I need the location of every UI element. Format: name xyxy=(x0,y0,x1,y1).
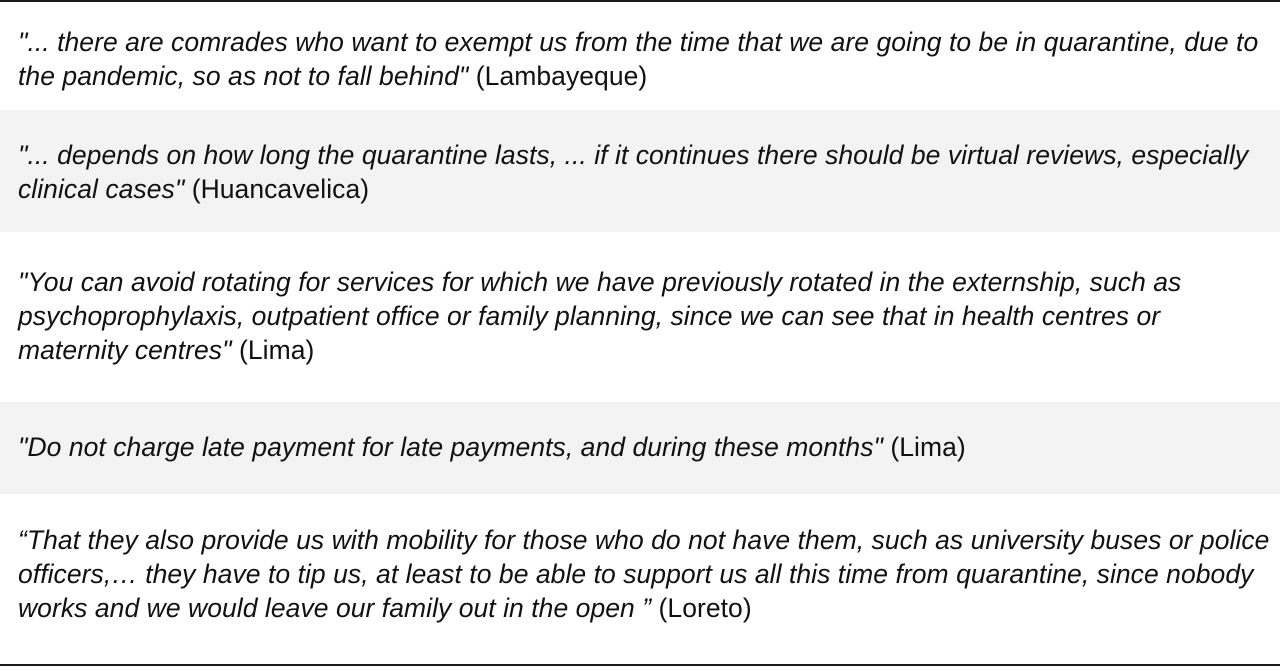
quote-location: (Lambayeque) xyxy=(475,61,648,91)
table-row xyxy=(0,110,1280,232)
table-row xyxy=(0,494,1280,664)
quote-cell xyxy=(18,523,1270,625)
quote-location: (Lima) xyxy=(238,335,315,365)
quote-text: "Do not charge late payment for late payments, and during these months" xyxy=(18,432,883,462)
quote-text: "... depends on how long the quarantine lasts, ... if it continues there should be virtual reviews, especially clinical cases" xyxy=(18,140,1249,204)
table-bottom-rule xyxy=(0,664,1280,666)
table-row xyxy=(0,402,1280,494)
table-row xyxy=(0,232,1280,402)
quote-location: (Loreto) xyxy=(658,593,752,623)
quote-location: (Lima) xyxy=(890,432,966,462)
quote-cell xyxy=(18,265,1270,367)
quote-text: “That they also provide us with mobility for those who do not have them, such as university buses or police officers,… they have to tip us, at least to be able to support us all this time from quarantine, since nobody works and we would leave our family out in the open ” xyxy=(18,525,1270,623)
table-row xyxy=(0,2,1280,110)
quote-text: "You can avoid rotating for services for which we have previously rotated in the externship, such as psychoprophylaxis, outpatient office or family planning, since we can see that in health centres or maternity centres" xyxy=(18,267,1182,365)
quote-text: "... there are comrades who want to exempt us from the time that we are going to be in quarantine, due to the pandemic, so as not to fall behind" xyxy=(18,27,1259,91)
quote-location: (Huancavelica) xyxy=(191,174,370,204)
quote-cell xyxy=(18,138,1270,206)
quote-cell xyxy=(18,25,1270,93)
quote-cell xyxy=(18,430,1270,464)
